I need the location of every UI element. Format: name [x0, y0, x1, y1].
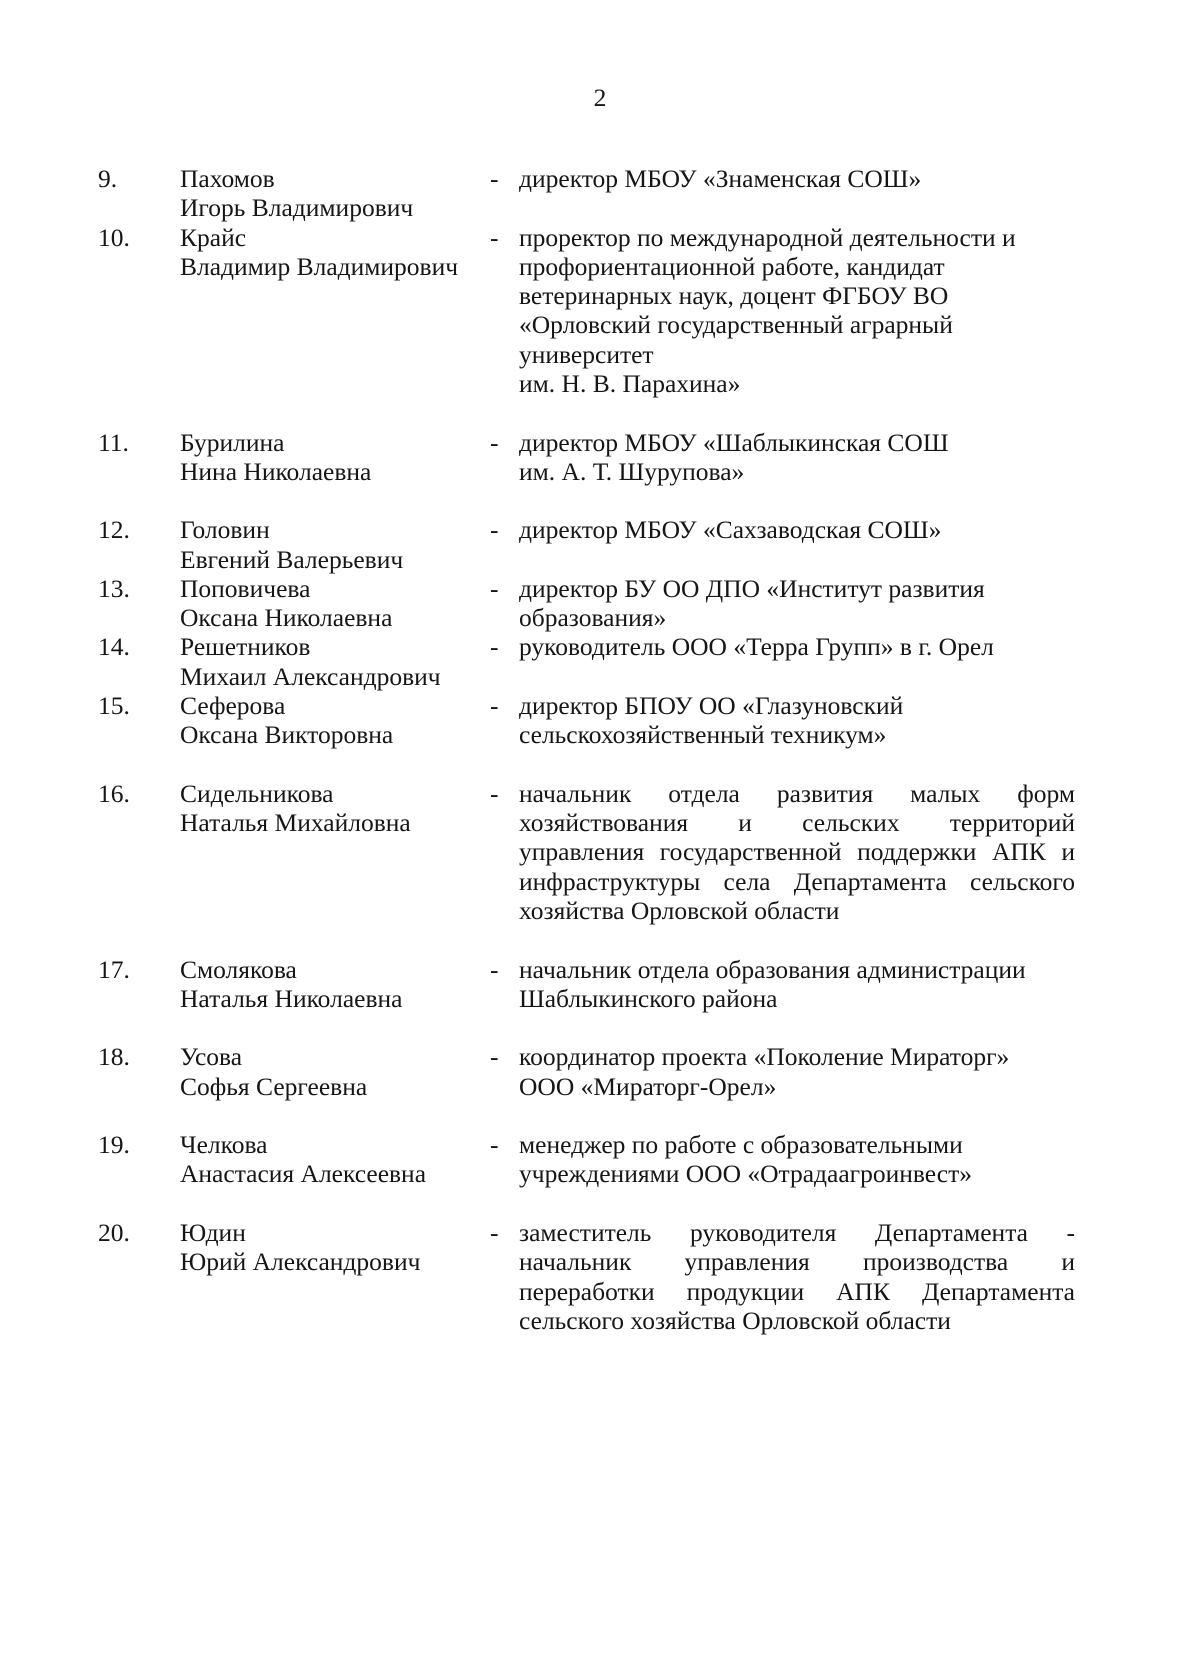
separator-dash: -: [490, 164, 499, 193]
member-name: [180, 428, 490, 487]
member-name: [180, 164, 490, 223]
member-row: [98, 1130, 1075, 1189]
member-number: 15.: [98, 691, 130, 721]
member-position: [519, 164, 1075, 193]
position-line: руководитель ООО «Терра Групп» в г. Орел: [519, 632, 994, 662]
position-line: начальник отдела развития малых форм: [519, 778, 1075, 808]
member-row: [98, 428, 1075, 487]
member-name: [180, 574, 490, 633]
member-name: [180, 223, 490, 282]
position-line: учреждениями ООО «Отрадаагроинвест»: [519, 1159, 972, 1189]
member-position: [519, 1130, 1075, 1189]
position-line: хозяйствования и сельских территорий: [519, 808, 1075, 838]
position-line: сельского хозяйства Орловской области: [519, 1305, 951, 1335]
position-line: начальник управления производства и: [519, 1247, 1075, 1277]
member-surname: Головин: [180, 515, 270, 545]
position-line: ветеринарных наук, доцент ФГБОУ ВО: [519, 281, 949, 311]
member-position: [519, 632, 1075, 661]
member-number: 13.: [98, 573, 130, 603]
member-number: 10.: [98, 222, 130, 252]
member-surname: Решетников: [180, 632, 311, 662]
member-row: [98, 574, 1075, 633]
member-name: [180, 955, 490, 1014]
position-line: директор БПОУ ОО «Глазуновский: [519, 691, 904, 721]
member-number: 12.: [98, 515, 130, 545]
member-position: [519, 779, 1075, 925]
position-line: заместитель руководителя Департамента -: [519, 1218, 1075, 1248]
position-line: переработки продукции АПК Департамента: [519, 1276, 1075, 1306]
member-row: [98, 1042, 1075, 1101]
page-number: 2: [593, 83, 607, 112]
position-line: Шаблыкинского района: [519, 983, 778, 1013]
member-name: [180, 1130, 490, 1189]
member-given-names: Евгений Валерьевич: [180, 544, 404, 574]
member-position: [519, 1218, 1075, 1335]
separator-dash: -: [490, 954, 499, 984]
member-surname: Челкова: [180, 1130, 268, 1160]
member-given-names: Юрий Александрович: [180, 1247, 421, 1277]
member-surname: Смолякова: [180, 954, 297, 984]
member-number: 9.: [98, 164, 118, 193]
member-given-names: Софья Сергеевна: [180, 1071, 368, 1101]
member-surname: Пахомов: [180, 164, 275, 193]
member-surname: Сеферова: [180, 691, 286, 721]
position-line: образования»: [519, 603, 667, 633]
position-line: инфраструктуры села Департамента сельского: [519, 866, 1075, 896]
member-surname: Бурилина: [180, 427, 285, 457]
separator-dash: -: [490, 222, 499, 252]
member-position: [519, 223, 1075, 399]
member-name: [180, 515, 490, 574]
member-given-names: Наталья Николаевна: [180, 983, 403, 1013]
separator-dash: -: [490, 1042, 499, 1072]
member-name: [180, 1218, 490, 1277]
member-number: 19.: [98, 1130, 130, 1160]
position-line: проректор по международной деятельности и: [519, 222, 1016, 252]
member-given-names: Михаил Александрович: [180, 661, 441, 691]
member-given-names: Наталья Михайловна: [180, 808, 411, 838]
member-number: 18.: [98, 1042, 130, 1072]
member-row: [98, 955, 1075, 1014]
member-given-names: Оксана Викторовна: [180, 720, 394, 750]
member-position: [519, 574, 1075, 633]
separator-dash: -: [490, 427, 499, 457]
member-name: [180, 632, 490, 691]
member-given-names: Игорь Владимирович: [180, 193, 414, 223]
member-row: [98, 632, 1075, 691]
position-line: хозяйства Орловской области: [519, 895, 840, 925]
member-number: 17.: [98, 954, 130, 984]
position-line: им. А. Т. Шурупова»: [519, 456, 745, 486]
member-position: [519, 515, 1075, 544]
member-position: [519, 428, 1075, 487]
member-surname: Юдин: [180, 1218, 246, 1248]
member-name: [180, 779, 490, 838]
member-row: [98, 515, 1075, 574]
separator-dash: -: [490, 1130, 499, 1160]
member-name: [180, 1042, 490, 1101]
member-number: 14.: [98, 632, 130, 662]
position-line: ООО «Мираторг-Орел»: [519, 1071, 777, 1101]
position-line: директор МБОУ «Сахзаводская СОШ»: [519, 515, 942, 545]
separator-dash: -: [490, 778, 499, 808]
position-line: университет: [519, 339, 654, 369]
position-line: начальник отдела образования администрации: [519, 954, 1026, 984]
separator-dash: -: [490, 573, 499, 603]
position-line: им. Н. В. Парахина»: [519, 368, 741, 398]
separator-dash: -: [490, 515, 499, 545]
member-position: [519, 1042, 1075, 1101]
member-row: [98, 164, 1075, 223]
member-surname: Усова: [180, 1042, 243, 1072]
position-line: директор БУ ОО ДПО «Институт развития: [519, 573, 985, 603]
member-row: [98, 1218, 1075, 1335]
member-number: 20.: [98, 1218, 130, 1248]
member-given-names: Нина Николаевна: [180, 456, 372, 486]
member-name: [180, 691, 490, 750]
member-given-names: Анастасия Алексеевна: [180, 1159, 427, 1189]
separator-dash: -: [490, 1218, 499, 1248]
position-line: директор МБОУ «Шаблыкинская СОШ: [519, 427, 949, 457]
member-number: 16.: [98, 778, 130, 808]
member-surname: Поповичева: [180, 573, 311, 603]
position-line: профориентационной работе, кандидат: [519, 251, 945, 281]
position-line: директор МБОУ «Знаменская СОШ»: [519, 164, 922, 193]
member-list: [98, 164, 1075, 1335]
member-position: [519, 691, 1075, 750]
member-row: [98, 223, 1075, 399]
member-row: [98, 691, 1075, 750]
position-line: координатор проекта «Поколение Мираторг»: [519, 1042, 1010, 1072]
member-row: [98, 779, 1075, 925]
member-surname: Сидельникова: [180, 778, 334, 808]
position-line: менеджер по работе с образовательными: [519, 1130, 963, 1160]
member-number: 11.: [98, 427, 129, 457]
position-line: управления государственной поддержки АПК и: [519, 837, 1075, 867]
member-surname: Крайс: [180, 222, 247, 252]
member-given-names: Владимир Владимирович: [180, 251, 459, 281]
position-line: «Орловский государственный аграрный: [519, 310, 953, 340]
member-given-names: Оксана Николаевна: [180, 603, 393, 633]
separator-dash: -: [490, 691, 499, 721]
member-position: [519, 955, 1075, 1014]
separator-dash: -: [490, 632, 499, 662]
position-line: сельскохозяйственный техникум»: [519, 720, 887, 750]
